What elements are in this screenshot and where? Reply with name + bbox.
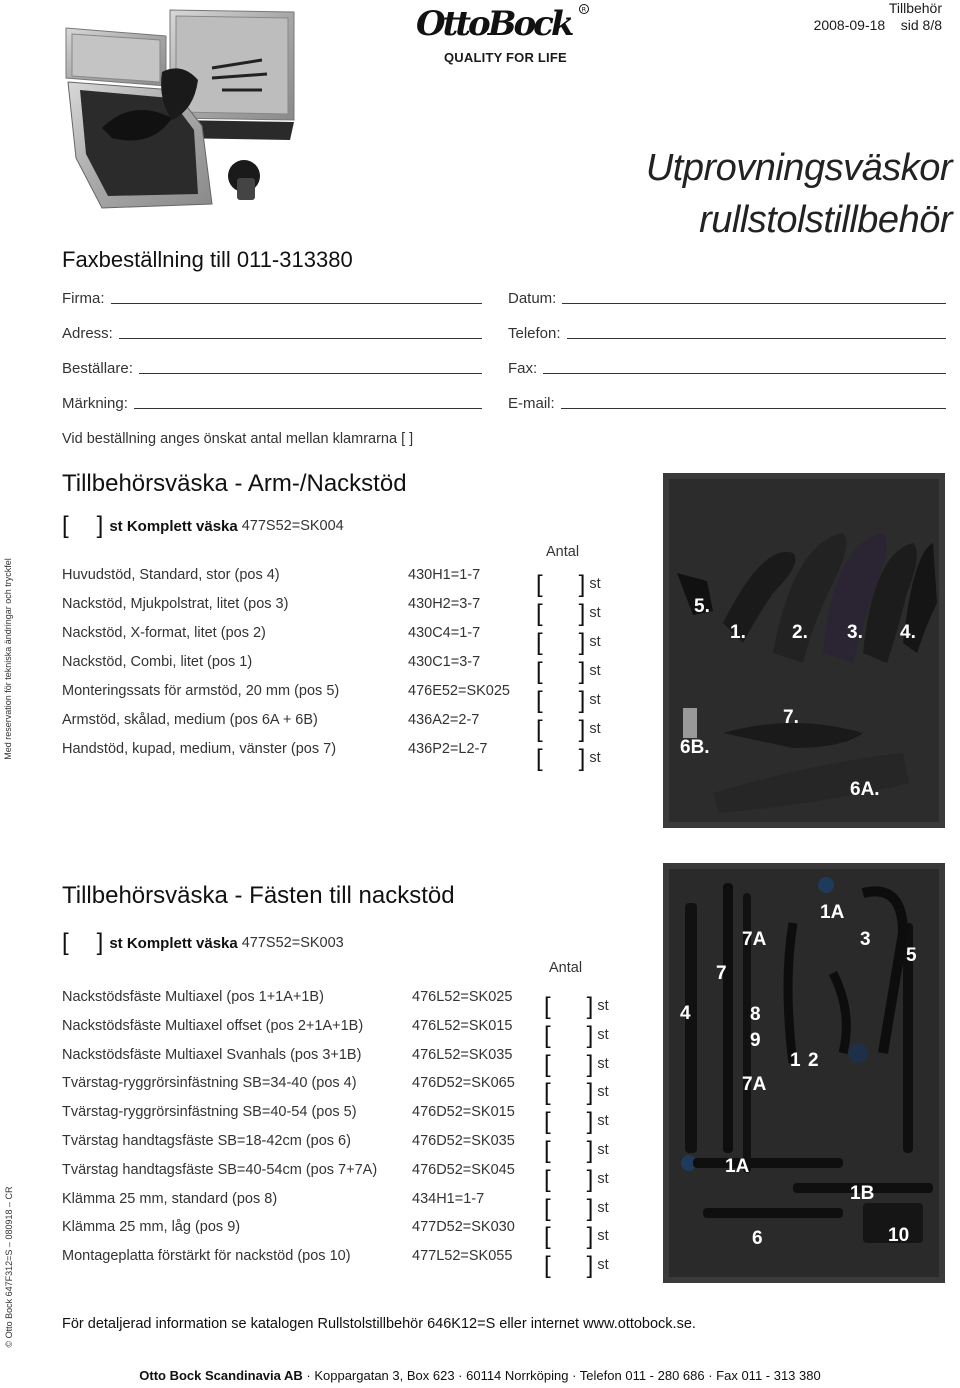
item-qty — [544, 1133, 609, 1164]
item-code: 430H1=1-7 — [408, 567, 481, 583]
bracket-close: ] — [586, 1165, 594, 1193]
fax-line[interactable] — [543, 372, 946, 374]
order-row — [62, 1104, 622, 1136]
photo-position-label: 3. — [847, 622, 863, 643]
page-header-info — [814, 0, 942, 34]
photo-position-label: 1B — [850, 1183, 875, 1204]
bestallare-label: Beställare: — [62, 360, 133, 377]
order-row — [62, 567, 622, 598]
item-qty — [536, 596, 601, 627]
bestallare-field[interactable] — [62, 360, 482, 377]
bracket-close: ] — [586, 1021, 594, 1049]
header-page: sid 8/8 — [900, 17, 942, 33]
order-row — [62, 741, 622, 772]
item-qty — [544, 1047, 609, 1078]
markning-line[interactable] — [134, 407, 482, 409]
datum-line[interactable] — [562, 302, 946, 304]
title-line-1: Utprovningsväskor — [645, 147, 952, 189]
order-row — [62, 989, 622, 1020]
title-line-2: rullstolstillbehör — [699, 199, 952, 241]
svg-text:OttoBock: OttoBock — [416, 4, 572, 44]
page-title — [646, 142, 952, 246]
order-row — [62, 683, 622, 714]
unit-label: st — [589, 576, 601, 592]
item-description: Tvärstag-ryggrörsinfästning SB=34-40 (pos 4) — [62, 1075, 357, 1092]
bracket-open: [ — [544, 1165, 551, 1193]
item-code: 476L52=SK035 — [412, 1046, 513, 1063]
kit-code: 477S52=SK004 — [241, 518, 344, 534]
bracket-open: [ — [536, 716, 543, 743]
bracket-open: [ — [544, 1108, 551, 1136]
photo-position-label: 1A — [820, 902, 845, 923]
bracket-close: ] — [578, 745, 586, 772]
item-qty — [536, 683, 601, 714]
bracket-open: [ — [544, 993, 551, 1020]
unit-label: st — [597, 1084, 609, 1101]
header-date: 2008-09-18 — [813, 17, 886, 33]
item-qty — [544, 1075, 609, 1107]
bracket-open: [ — [544, 1223, 551, 1251]
section2-antal: Antal — [549, 960, 583, 976]
item-qty — [536, 567, 601, 598]
item-code: 476D52=SK035 — [412, 1133, 515, 1149]
item-description: Nackstödsfäste Multiaxel (pos 1+1A+1B) — [62, 989, 324, 1005]
bracket-close: ] — [578, 600, 586, 627]
bracket-close: ] — [586, 1137, 594, 1164]
photo-position-label: 2. — [792, 622, 808, 643]
order-row — [62, 1046, 622, 1078]
bracket-close: ] — [586, 1194, 594, 1222]
order-row — [62, 712, 622, 743]
section1-kit — [62, 512, 344, 540]
order-row — [62, 1248, 622, 1280]
item-code: 477D52=SK030 — [412, 1219, 515, 1236]
bestallare-line[interactable] — [139, 372, 482, 374]
unit-label: st — [589, 750, 601, 766]
footer-company: Otto Bock Scandinavia AB — [139, 1368, 303, 1383]
bracket-close: ] — [578, 687, 586, 714]
order-row — [62, 1161, 622, 1193]
bracket-open: [ — [62, 929, 69, 956]
item-qty — [544, 1248, 609, 1280]
photo-position-label: 5 — [906, 945, 917, 966]
photo-position-label: 6A. — [850, 779, 880, 800]
bracket-open: [ — [536, 629, 543, 656]
order-row — [62, 625, 622, 656]
photo-position-label: 1 — [790, 1050, 801, 1071]
bracket-close: ] — [96, 512, 104, 539]
unit-label: st — [597, 1199, 609, 1216]
bracket-close: ] — [586, 1108, 594, 1136]
armrest-case-photo — [663, 473, 945, 828]
item-code: 476D52=SK065 — [412, 1075, 515, 1092]
kit-label: st Komplett väska — [109, 517, 238, 535]
item-qty — [544, 1162, 609, 1193]
bracket-open: [ — [544, 1252, 551, 1280]
item-code: 476E52=SK025 — [408, 683, 510, 699]
item-code: 476D52=SK015 — [412, 1104, 515, 1121]
item-description: Tvärstag handtagsfäste SB=40-54cm (pos 7+7A) — [62, 1161, 378, 1178]
item-description: Nackstödsfäste Multiaxel offset (pos 2+1A+1B) — [62, 1017, 364, 1034]
firma-line[interactable] — [111, 302, 483, 304]
unit-label: st — [589, 663, 601, 679]
order-row — [62, 1017, 622, 1049]
unit-label: st — [597, 998, 609, 1014]
item-code: 476D52=SK045 — [412, 1161, 515, 1178]
adress-field[interactable] — [62, 325, 482, 342]
section1-title: Tillbehörsväska - Arm-/Nackstöd — [62, 470, 407, 497]
item-code: 436P2=L2-7 — [408, 741, 488, 757]
bracket-close: ] — [578, 571, 586, 598]
unit-label: st — [597, 1257, 609, 1274]
photo-position-label: 7. — [783, 707, 799, 728]
item-qty — [536, 654, 601, 685]
bracket-open: [ — [544, 1079, 551, 1107]
item-code: 430C4=1-7 — [408, 625, 481, 641]
bracket-open: [ — [536, 600, 543, 627]
unit-label: st — [597, 1113, 609, 1130]
bracket-close: ] — [586, 1079, 594, 1107]
photo-position-label: 1. — [730, 622, 746, 643]
bracket-open: [ — [544, 1050, 551, 1078]
item-description: Klämma 25 mm, standard (pos 8) — [62, 1190, 278, 1207]
telefon-field[interactable] — [508, 325, 946, 342]
bracket-close: ] — [578, 716, 586, 743]
item-description: Klämma 25 mm, låg (pos 9) — [62, 1219, 241, 1236]
email-line[interactable] — [561, 407, 946, 409]
item-description: Nackstöd, X-format, litet (pos 2) — [62, 625, 266, 641]
item-description: Nackstöd, Combi, litet (pos 1) — [62, 654, 253, 670]
unit-label: st — [589, 605, 601, 621]
item-description: Armstöd, skålad, medium (pos 6A + 6B) — [62, 712, 318, 728]
order-row — [62, 1190, 622, 1222]
photo-position-label: 9 — [750, 1030, 761, 1051]
unit-label: st — [597, 1055, 609, 1072]
section2-kit — [62, 929, 344, 957]
footer-contact: · Koppargatan 3, Box 623 · 60114 Norrköping · Telefon 011 - 280 686 · Fax 011 - 313 380 — [302, 1368, 821, 1383]
item-description: Nackstöd, Mjukpolstrat, litet (pos 3) — [62, 596, 289, 612]
item-description: Tvärstag handtagsfäste SB=18-42cm (pos 6) — [62, 1133, 351, 1149]
photo-position-label: 7 — [716, 963, 727, 984]
item-qty — [544, 989, 609, 1020]
bracket-open: [ — [62, 512, 69, 539]
header-section: Tillbehör — [888, 0, 942, 16]
order-row — [62, 1075, 622, 1107]
item-description: Montageplatta förstärkt för nackstöd (pos 10) — [62, 1248, 351, 1265]
item-code: 476L52=SK025 — [412, 989, 513, 1005]
email-field[interactable] — [508, 395, 946, 412]
bracket-open: [ — [544, 1021, 551, 1049]
item-code: 430C1=3-7 — [408, 654, 481, 670]
order-row — [62, 596, 622, 627]
photo-position-label: 1A — [725, 1156, 750, 1177]
item-description: Monteringssats för armstöd, 20 mm (pos 5) — [62, 683, 340, 699]
order-row — [62, 1133, 622, 1164]
bracket-case-photo — [663, 863, 945, 1283]
item-qty — [536, 625, 601, 656]
bracket-close: ] — [586, 1252, 594, 1280]
side-code: © Otto Bock 647F312=S – 080918 – CR — [4, 1186, 14, 1348]
item-code: 430H2=3-7 — [408, 596, 481, 612]
item-qty — [544, 1191, 609, 1222]
bracket-open: [ — [536, 687, 543, 714]
bracket-close: ] — [586, 1223, 594, 1251]
kit-label: st Komplett väska — [109, 934, 238, 952]
otto-bock-logo — [414, 2, 590, 44]
order-row — [62, 1219, 622, 1251]
unit-label: st — [589, 721, 601, 737]
item-code: 434H1=1-7 — [412, 1190, 485, 1207]
item-qty — [544, 1018, 609, 1049]
photo-position-label: 4 — [680, 1003, 691, 1024]
unit-label: st — [589, 692, 601, 708]
telefon-line[interactable] — [567, 337, 946, 339]
photo-position-label: 6 — [752, 1228, 763, 1249]
bracket-open: [ — [536, 658, 543, 685]
photo-position-label: 3 — [860, 929, 871, 950]
datum-label: Datum: — [508, 290, 557, 307]
item-description: Nackstödsfäste Multiaxel Svanhals (pos 3+1B) — [62, 1046, 362, 1063]
item-description: Huvudstöd, Standard, stor (pos 4) — [62, 567, 280, 583]
email-label: E-mail: — [508, 395, 555, 412]
photo-position-label: 5. — [694, 596, 710, 617]
unit-label: st — [589, 634, 601, 650]
item-qty — [536, 712, 601, 743]
section2-title: Tillbehörsväska - Fästen till nackstöd — [62, 882, 455, 909]
unit-label: st — [597, 1228, 609, 1245]
item-description: Tvärstag-ryggrörsinfästning SB=40-54 (pos 5) — [62, 1104, 357, 1121]
item-qty — [536, 741, 601, 772]
photo-position-label: 2 — [808, 1050, 819, 1071]
bracket-close: ] — [578, 629, 586, 656]
firma-field[interactable] — [62, 290, 482, 307]
order-row — [62, 654, 622, 685]
item-code: 436A2=2-7 — [408, 712, 480, 728]
side-disclaimer: Med reservation för tekniska ändringar och tryckfel — [3, 558, 13, 760]
kit-code: 477S52=SK003 — [241, 935, 344, 951]
item-code: 476L52=SK015 — [412, 1017, 513, 1034]
item-description: Handstöd, kupad, medium, vänster (pos 7) — [62, 741, 337, 757]
firma-label: Firma: — [62, 290, 105, 307]
footer-info: För detaljerad information se katalogen Rullstolstillbehör 646K12=S eller internet www.ottobock.se. — [62, 1316, 696, 1332]
footer-address — [0, 1368, 960, 1383]
photo-position-label: 8 — [750, 1004, 761, 1025]
photo-position-label: 4. — [900, 622, 916, 643]
bracket-open: [ — [536, 745, 543, 772]
bracket-close: ] — [586, 1050, 594, 1078]
adress-label: Adress: — [62, 325, 113, 342]
fax-field[interactable] — [508, 360, 946, 377]
unit-label: st — [597, 1170, 609, 1187]
markning-field[interactable] — [62, 395, 482, 412]
bracket-open: [ — [544, 1137, 551, 1164]
bracket-open: [ — [536, 571, 543, 598]
item-qty — [544, 1219, 609, 1251]
order-note: Vid beställning anges önskat antal mellan klamrarna [ ] — [62, 431, 414, 447]
telefon-label: Telefon: — [508, 325, 561, 342]
photo-position-label: 7A — [742, 929, 767, 950]
fax-label: Fax: — [508, 360, 538, 377]
adress-line[interactable] — [119, 337, 482, 339]
bracket-close: ] — [586, 993, 594, 1020]
photo-position-label: 6B. — [680, 737, 710, 758]
unit-label: st — [597, 1142, 609, 1158]
bracket-open: [ — [544, 1194, 551, 1222]
bracket-close: ] — [578, 658, 586, 685]
fax-heading: Faxbeställning till 011-313380 — [62, 247, 353, 272]
item-qty — [544, 1104, 609, 1136]
bracket-close: ] — [96, 929, 104, 956]
photo-position-label: 7A — [742, 1074, 767, 1095]
tagline: QUALITY FOR LIFE — [444, 50, 567, 65]
section1-antal: Antal — [546, 544, 580, 560]
unit-label: st — [597, 1026, 609, 1043]
datum-field[interactable] — [508, 290, 946, 307]
svg-text:R: R — [581, 5, 587, 14]
case-photo — [62, 8, 296, 214]
item-code: 477L52=SK055 — [412, 1248, 513, 1265]
markning-label: Märkning: — [62, 395, 128, 412]
photo-position-label: 10 — [888, 1225, 910, 1246]
